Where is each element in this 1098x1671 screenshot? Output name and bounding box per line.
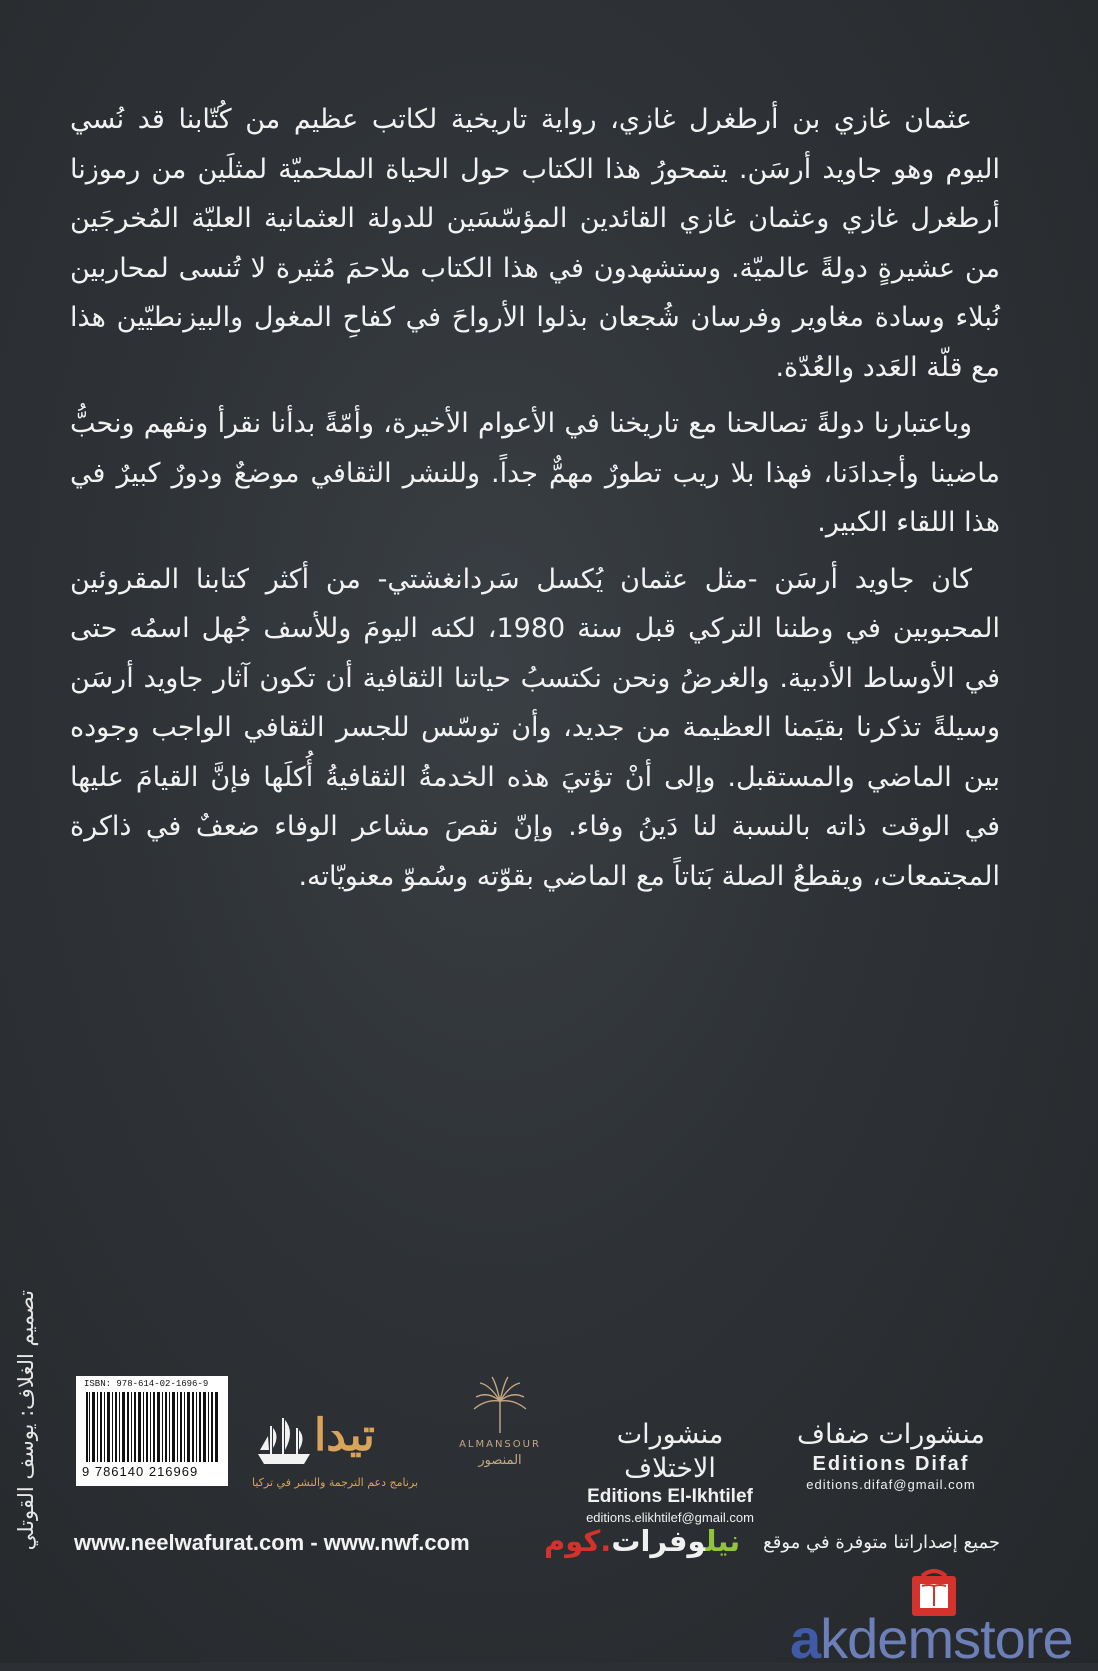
barcode-icon <box>86 1392 218 1462</box>
akdemstore-watermark <box>790 1566 1090 1670</box>
brand-part-furat: وفرات <box>611 1524 706 1558</box>
brand-part-com: .كوم <box>544 1524 612 1558</box>
brand-part-nile: نيل <box>705 1524 741 1558</box>
ikhtilef-arabic-name: منشورات الاختلاف <box>616 1419 724 1484</box>
blurb-paragraph-1: عثمان غازي بن أرطغرل غازي، رواية تاريخية لكاتب عظيم من كُتّابنا قد نُسي اليوم وهو جاويد أرسَن. يتمحورُ هذا الكتاب حول الحياة الملحميّة لمثلَين من رموزنا أرطغرل غازي وعثمان غازي القائدين المؤسّسَين للدولة العثمانية العليّة المُخرجَين من عشيرةٍ دولةً عالميّة. وستشهدون في هذا الكتاب ملاحمَ مُثيرة لا تُنسى لمحاربين نُبلاء وسادة مغاوير وفرسان شُجعان بذلوا الأرواحَ في كفاحِ المغول والبيزنطيّين هذا مع قلّة العَدد والعُدّة. <box>70 104 1000 383</box>
availability-text: جميع إصداراتنا متوفرة في موقع <box>763 1532 1000 1553</box>
availability-footer <box>70 1524 1000 1564</box>
ikhtilef-publisher-logo <box>570 1418 770 1528</box>
akdemstore-rest: kdemstore <box>820 1607 1073 1670</box>
cover-designer-credit: تصميم الغلاف: يوسف القوتلي <box>14 1290 38 1551</box>
tevitsa-logo <box>252 1410 424 1490</box>
isbn-label: ISBN: 978-614-02-1696-9 <box>84 1379 209 1389</box>
difaf-publisher-logo <box>786 1418 996 1494</box>
almansour-logo <box>452 1375 548 1485</box>
akdemstore-name <box>790 1606 1073 1671</box>
website-urls: www.neelwafurat.com - www.nwf.com <box>74 1530 470 1555</box>
almansour-name: ALMANSOUR <box>459 1439 541 1450</box>
neelwafurat-brand <box>544 1524 740 1558</box>
difaf-french-name: Editions Difaf <box>812 1453 970 1475</box>
isbn-number: 9 786140 216969 <box>82 1464 199 1479</box>
difaf-email: editions.difaf@gmail.com <box>806 1477 976 1492</box>
blurb-paragraph-3: كان جاويد أرسَن -مثل عثمان يُكسل سَردانغشتي- من أكثر كتابنا المقروئين المحبوبين في وطننا التركي قبل سنة 1980، لكنه اليومَ وللأسف جُهل اسمُه حتى في الأوساط الأدبية. والغرضُ ونحن نكتسبُ حياتنا الثقافية أن تكون آثار جاويد أرسَن وسيلةً تذكرنا بقيَمنا العظيمة من جديد، وأن توسّس للجسر الثقافي الواجب وجوده بين الماضي والمستقبل. وإلى أنْ تؤتيَ هذه الخدمةُ الثقافيةُ أُكلَها فإنَّ القيامَ عليها في الوقت ذاته بالنسبة لنا دَينُ وفاء. وإنّ نقصَ مشاعر الوفاء ضعفٌ في ذاكرة المجتمعات، ويقطعُ الصلة بَتاتاً مع الماضي بقوّته وسُموّ معنويّاته. <box>70 563 1000 892</box>
ikhtilef-email: editions.elikhtilef@gmail.com <box>586 1510 754 1525</box>
ikhtilef-french-name: Editions El-Ikhtilef <box>587 1486 753 1507</box>
tevitsa-title: تيدا <box>314 1410 375 1461</box>
ship-icon <box>252 1410 316 1474</box>
difaf-arabic-name: منشورات ضفاف <box>797 1419 985 1450</box>
almansour-arabic: المنصور <box>478 1453 522 1468</box>
isbn-barcode <box>76 1376 228 1486</box>
blurb-text <box>70 95 1000 908</box>
palm-icon <box>470 1375 530 1435</box>
akdemstore-a: a <box>790 1607 821 1670</box>
blurb-paragraph-2: وباعتبارنا دولةً تصالحنا مع تاريخنا في الأعوام الأخيرة، وأمّةً بدأنا نقرأ ونفهم ونحبُّ ماضينا وأجدادَنا، فهذا بلا ريب تطورٌ مهمٌّ جداً. وللنشر الثقافي موضعٌ ودورٌ كبيرٌ في هذا اللقاء الكبير. <box>70 408 1000 538</box>
tevitsa-subtitle: برنامج دعم الترجمة والنشر في تركيا <box>252 1476 419 1489</box>
